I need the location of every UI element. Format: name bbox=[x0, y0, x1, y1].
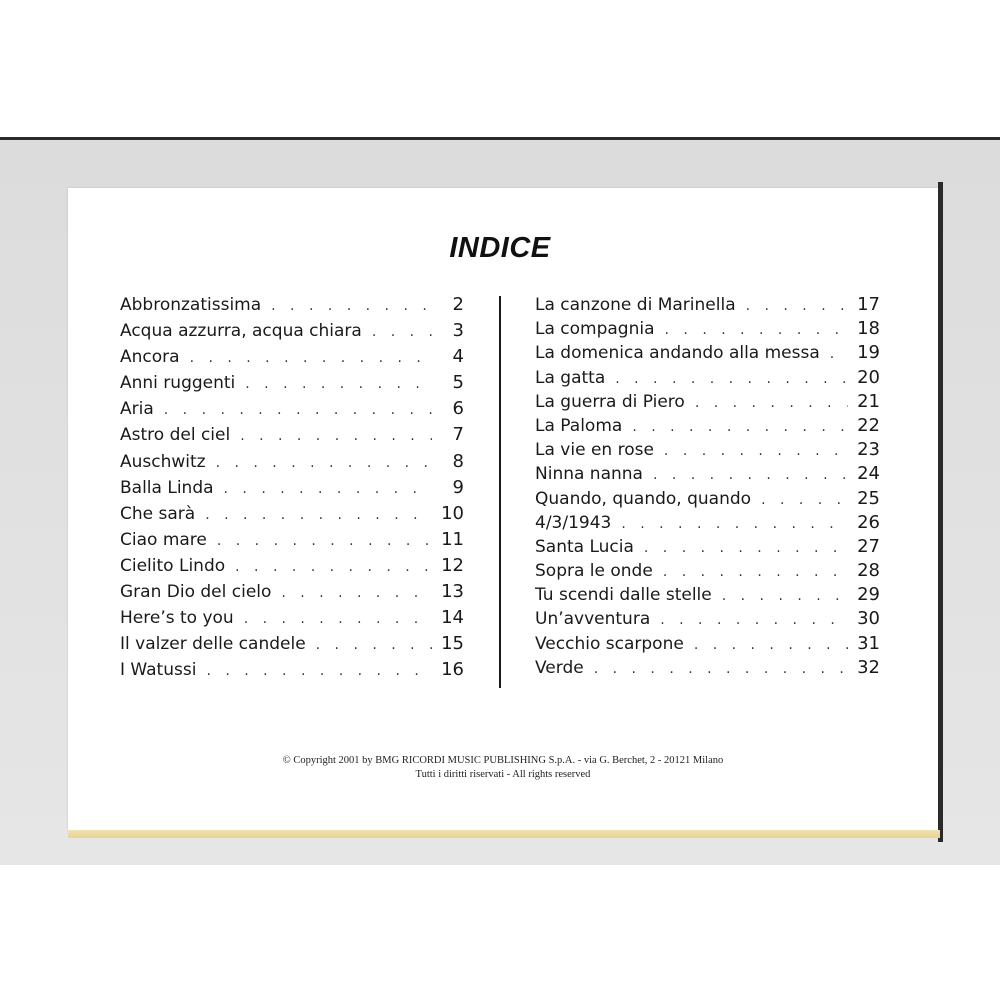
entry-page-number: 22 bbox=[857, 414, 880, 436]
index-entry bbox=[120, 372, 464, 398]
index-entry bbox=[535, 657, 880, 681]
entry-title: Che sarà bbox=[120, 503, 196, 524]
entry-page-number: 9 bbox=[452, 476, 464, 498]
index-column-right bbox=[535, 294, 880, 681]
entry-title: Il valzer delle candele bbox=[120, 634, 306, 655]
entry-title: 4/3/1943 bbox=[535, 512, 612, 533]
dot-leader bbox=[761, 492, 848, 508]
entry-page-number: 31 bbox=[857, 632, 880, 654]
entry-page-number: 32 bbox=[857, 656, 880, 678]
index-entry bbox=[120, 529, 464, 555]
entry-title: Ciao mare bbox=[120, 529, 207, 550]
entry-title: Verde bbox=[535, 657, 584, 678]
dot-leader bbox=[245, 376, 432, 392]
entry-page-number: 29 bbox=[857, 584, 880, 606]
index-entry bbox=[535, 439, 880, 463]
entry-page-number: 8 bbox=[452, 450, 464, 472]
entry-page-number: 25 bbox=[857, 487, 880, 509]
index-entry bbox=[120, 633, 464, 659]
entry-title: La guerra di Piero bbox=[535, 391, 685, 412]
index-entry bbox=[120, 581, 464, 607]
entry-title: Quando, quando, quando bbox=[535, 488, 752, 509]
dot-leader bbox=[164, 402, 432, 418]
dot-leader bbox=[632, 419, 848, 435]
dot-leader bbox=[235, 559, 432, 575]
entry-page-number: 28 bbox=[857, 560, 880, 582]
entry-title: I Watussi bbox=[120, 660, 197, 681]
dot-leader bbox=[653, 467, 848, 483]
entry-page-number: 17 bbox=[857, 294, 880, 315]
entry-title: Santa Lucia bbox=[535, 536, 634, 557]
entry-title: La compagnia bbox=[535, 319, 655, 340]
dot-leader bbox=[621, 516, 848, 532]
entry-page-number: 5 bbox=[452, 372, 464, 394]
dot-leader bbox=[644, 540, 848, 556]
entry-title: Ancora bbox=[120, 347, 180, 368]
entry-title: Aria bbox=[120, 399, 154, 420]
index-entry bbox=[535, 391, 880, 415]
copyright-line-2: Tutti i diritti riservati - All rights reserved bbox=[415, 769, 591, 780]
dot-leader bbox=[830, 346, 848, 362]
page-title: INDICE bbox=[449, 232, 551, 264]
entry-page-number: 4 bbox=[452, 346, 464, 368]
entry-title: Cielito Lindo bbox=[120, 555, 226, 576]
entry-page-number: 6 bbox=[452, 398, 464, 420]
dot-leader bbox=[206, 663, 432, 679]
entry-page-number: 13 bbox=[441, 581, 464, 603]
entry-page-number: 19 bbox=[857, 342, 880, 364]
entry-page-number: 21 bbox=[857, 390, 880, 412]
entry-page-number: 11 bbox=[441, 528, 464, 550]
entry-title: Here’s to you bbox=[120, 608, 234, 629]
dot-leader bbox=[695, 395, 848, 411]
entry-title: Gran Dio del cielo bbox=[120, 582, 272, 603]
entry-page-number: 27 bbox=[857, 535, 880, 557]
index-entry bbox=[120, 398, 464, 424]
dot-leader bbox=[746, 298, 848, 314]
entry-page-number: 12 bbox=[441, 554, 464, 576]
entry-title: Sopra le onde bbox=[535, 561, 653, 582]
dot-leader bbox=[594, 661, 848, 677]
dot-leader bbox=[665, 322, 848, 338]
entry-title: Balla Linda bbox=[120, 477, 214, 498]
index-entry bbox=[120, 320, 464, 346]
index-entry bbox=[535, 536, 880, 560]
index-column-left bbox=[120, 294, 464, 685]
index-entry bbox=[535, 560, 880, 584]
dot-leader bbox=[216, 455, 432, 471]
entry-title: La Paloma bbox=[535, 415, 623, 436]
entry-page-number: 23 bbox=[857, 439, 880, 461]
entry-title: Vecchio scarpone bbox=[535, 633, 684, 654]
entry-title: Un’avventura bbox=[535, 609, 651, 630]
index-entry bbox=[535, 633, 880, 657]
index-entry bbox=[120, 346, 464, 372]
index-entry bbox=[535, 318, 880, 342]
dot-leader bbox=[372, 324, 432, 340]
dot-leader bbox=[205, 507, 432, 523]
dot-leader bbox=[190, 350, 432, 366]
entry-title: La vie en rose bbox=[535, 440, 654, 461]
dot-leader bbox=[664, 443, 848, 459]
index-entry bbox=[535, 367, 880, 391]
entry-page-number: 3 bbox=[452, 320, 464, 342]
entry-page-number: 15 bbox=[441, 633, 464, 655]
index-entry bbox=[120, 607, 464, 633]
entry-title: Auschwitz bbox=[120, 451, 206, 472]
entry-title: Anni ruggenti bbox=[120, 373, 236, 394]
page-edge-right bbox=[938, 182, 943, 842]
dot-leader bbox=[615, 371, 848, 387]
index-entry bbox=[120, 294, 464, 320]
index-entry bbox=[120, 477, 464, 503]
index-entry bbox=[535, 342, 880, 366]
entry-page-number: 2 bbox=[452, 294, 464, 315]
entry-title: Ninna nanna bbox=[535, 464, 643, 485]
entry-page-number: 26 bbox=[857, 511, 880, 533]
index-entry bbox=[535, 488, 880, 512]
dot-leader bbox=[224, 481, 432, 497]
entry-page-number: 7 bbox=[452, 424, 464, 446]
index-entry bbox=[535, 584, 880, 608]
entry-page-number: 24 bbox=[857, 463, 880, 485]
index-entry bbox=[535, 294, 880, 318]
dot-leader bbox=[244, 611, 432, 627]
entry-title: Astro del ciel bbox=[120, 425, 231, 446]
entry-title: Tu scendi dalle stelle bbox=[535, 585, 712, 606]
copyright-notice bbox=[0, 754, 1000, 782]
entry-page-number: 18 bbox=[857, 318, 880, 340]
dot-leader bbox=[240, 428, 432, 444]
index-entry bbox=[120, 659, 464, 685]
dot-leader bbox=[660, 612, 848, 628]
index-entry bbox=[535, 463, 880, 487]
entry-page-number: 10 bbox=[441, 502, 464, 524]
entry-page-number: 14 bbox=[441, 607, 464, 629]
entry-title: La canzone di Marinella bbox=[535, 295, 736, 315]
dot-leader bbox=[217, 533, 432, 549]
copyright-line-1: © Copyright 2001 by BMG RICORDI MUSIC PUBLISHING S.p.A. - via G. Berchet, 2 - 20121 Milano bbox=[282, 755, 724, 766]
entry-page-number: 20 bbox=[857, 366, 880, 388]
index-entry bbox=[120, 503, 464, 529]
dot-leader bbox=[281, 585, 432, 601]
index-entry bbox=[120, 424, 464, 450]
column-divider bbox=[499, 296, 501, 688]
entry-page-number: 30 bbox=[857, 608, 880, 630]
index-entry bbox=[120, 451, 464, 477]
dot-leader bbox=[316, 637, 432, 653]
page-edge-bottom bbox=[68, 830, 940, 838]
entry-title: La gatta bbox=[535, 367, 606, 388]
index-entry bbox=[120, 555, 464, 581]
dot-leader bbox=[271, 298, 432, 314]
entry-page-number: 16 bbox=[441, 659, 464, 681]
entry-title: Abbronzatissima bbox=[120, 295, 262, 315]
dot-leader bbox=[694, 637, 848, 653]
entry-title: Acqua azzurra, acqua chiara bbox=[120, 321, 362, 342]
index-entry bbox=[535, 415, 880, 439]
scan-top-area bbox=[0, 0, 1000, 140]
index-entry bbox=[535, 512, 880, 536]
index-entry bbox=[535, 608, 880, 632]
dot-leader bbox=[722, 588, 848, 604]
entry-title: La domenica andando alla messa bbox=[535, 343, 820, 364]
dot-leader bbox=[663, 564, 848, 580]
